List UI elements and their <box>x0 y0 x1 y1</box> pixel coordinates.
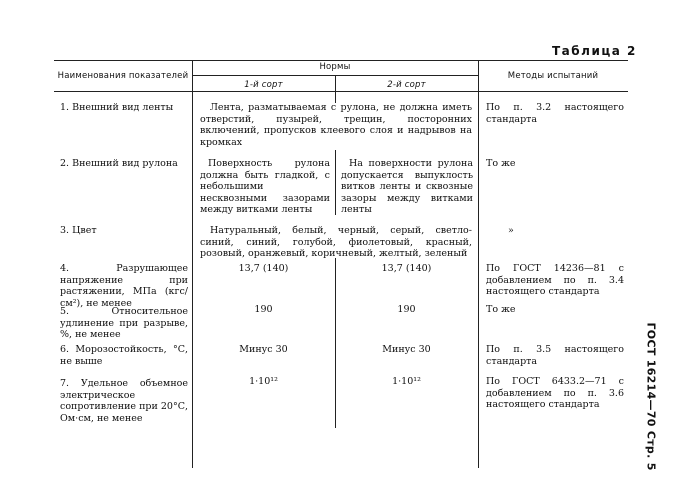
row2-grade1: Поверхность рулона должна быть гладкой, с небольшими несквозными зазорами между витками ленты <box>200 158 330 215</box>
row2-grade2: На поверхности рулона допускается выпуклость витков ленты и сквозные зазоры между витками ленты <box>341 158 473 215</box>
row6-method: По п. 3.5 настоящего стандарта <box>486 344 624 367</box>
row6-name: 6. Морозостойкость, °С, не выше <box>60 344 188 367</box>
row7-name: 7. Удельное объемное электрическое сопротивление при 20°С, Ом·см, не менее <box>60 378 188 424</box>
header-grade1: 1-й сорт <box>244 80 283 90</box>
header-grade2: 2-й сорт <box>387 80 426 90</box>
row3-name: 3. Цвет <box>60 225 97 236</box>
side-note-text: ГОСТ 16214—70 Стр. 5 <box>644 322 658 471</box>
row4-method: По ГОСТ 14236—81 с добавлением по п. 3.4 настоящего стандарта <box>486 263 624 297</box>
row7-grade1: 1·10¹² <box>249 376 278 387</box>
col-divider-3 <box>478 60 479 468</box>
row1-method: По п. 3.2 настоящего стандарта <box>486 102 624 125</box>
header-methods: Методы испытаний <box>507 71 599 81</box>
row1-name: 1. Внешний вид ленты <box>60 102 174 113</box>
side-note <box>636 322 658 476</box>
col-divider-2-row2 <box>335 150 336 215</box>
row5-grade2: 190 <box>397 304 416 315</box>
row2-method: То же <box>486 158 516 169</box>
table-top-border <box>54 60 628 61</box>
header-name: Наименования показателей <box>57 71 189 81</box>
row2-name: 2. Внешний вид рулона <box>60 158 178 169</box>
row4-grade1: 13,7 (140) <box>238 263 289 274</box>
row4-grade2: 13,7 (140) <box>381 263 432 274</box>
row5-name: 5. Относительное удлинение при разрыве, %, не менее <box>60 306 188 340</box>
row6-grade2: Минус 30 <box>382 344 431 355</box>
row7-method: По ГОСТ 6433.2—71 с добавлением по п. 3.6 настоящего стандарта <box>486 376 624 410</box>
row4-name: 4. Разрушающее напряжение при растяжении, МПа (кгс/см²), не менее <box>60 263 188 309</box>
row5-method: То же <box>486 304 516 315</box>
col-divider-2-lower <box>335 258 336 428</box>
header-norms: Нормы <box>319 62 351 72</box>
row7-grade2: 1·10¹² <box>392 376 421 387</box>
row3-method: » <box>508 225 514 236</box>
row6-grade1: Минус 30 <box>239 344 288 355</box>
row3-norm: Натуральный, белый, черный, серый, светло-синий, синий, голубой, фиолетовый, красный, розовый, оранжевый, коричневый, желтый, зеленый <box>200 225 472 259</box>
table-title: Таблица 2 <box>552 44 637 58</box>
header-bottom-border <box>54 91 628 92</box>
row1-norm: Лента, разматываемая с рулона, не должна иметь отверстий, пузырей, трещин, посторонних включений, пропусков клеевого слоя и надрывов на кромках <box>200 102 472 148</box>
row5-grade1: 190 <box>254 304 273 315</box>
